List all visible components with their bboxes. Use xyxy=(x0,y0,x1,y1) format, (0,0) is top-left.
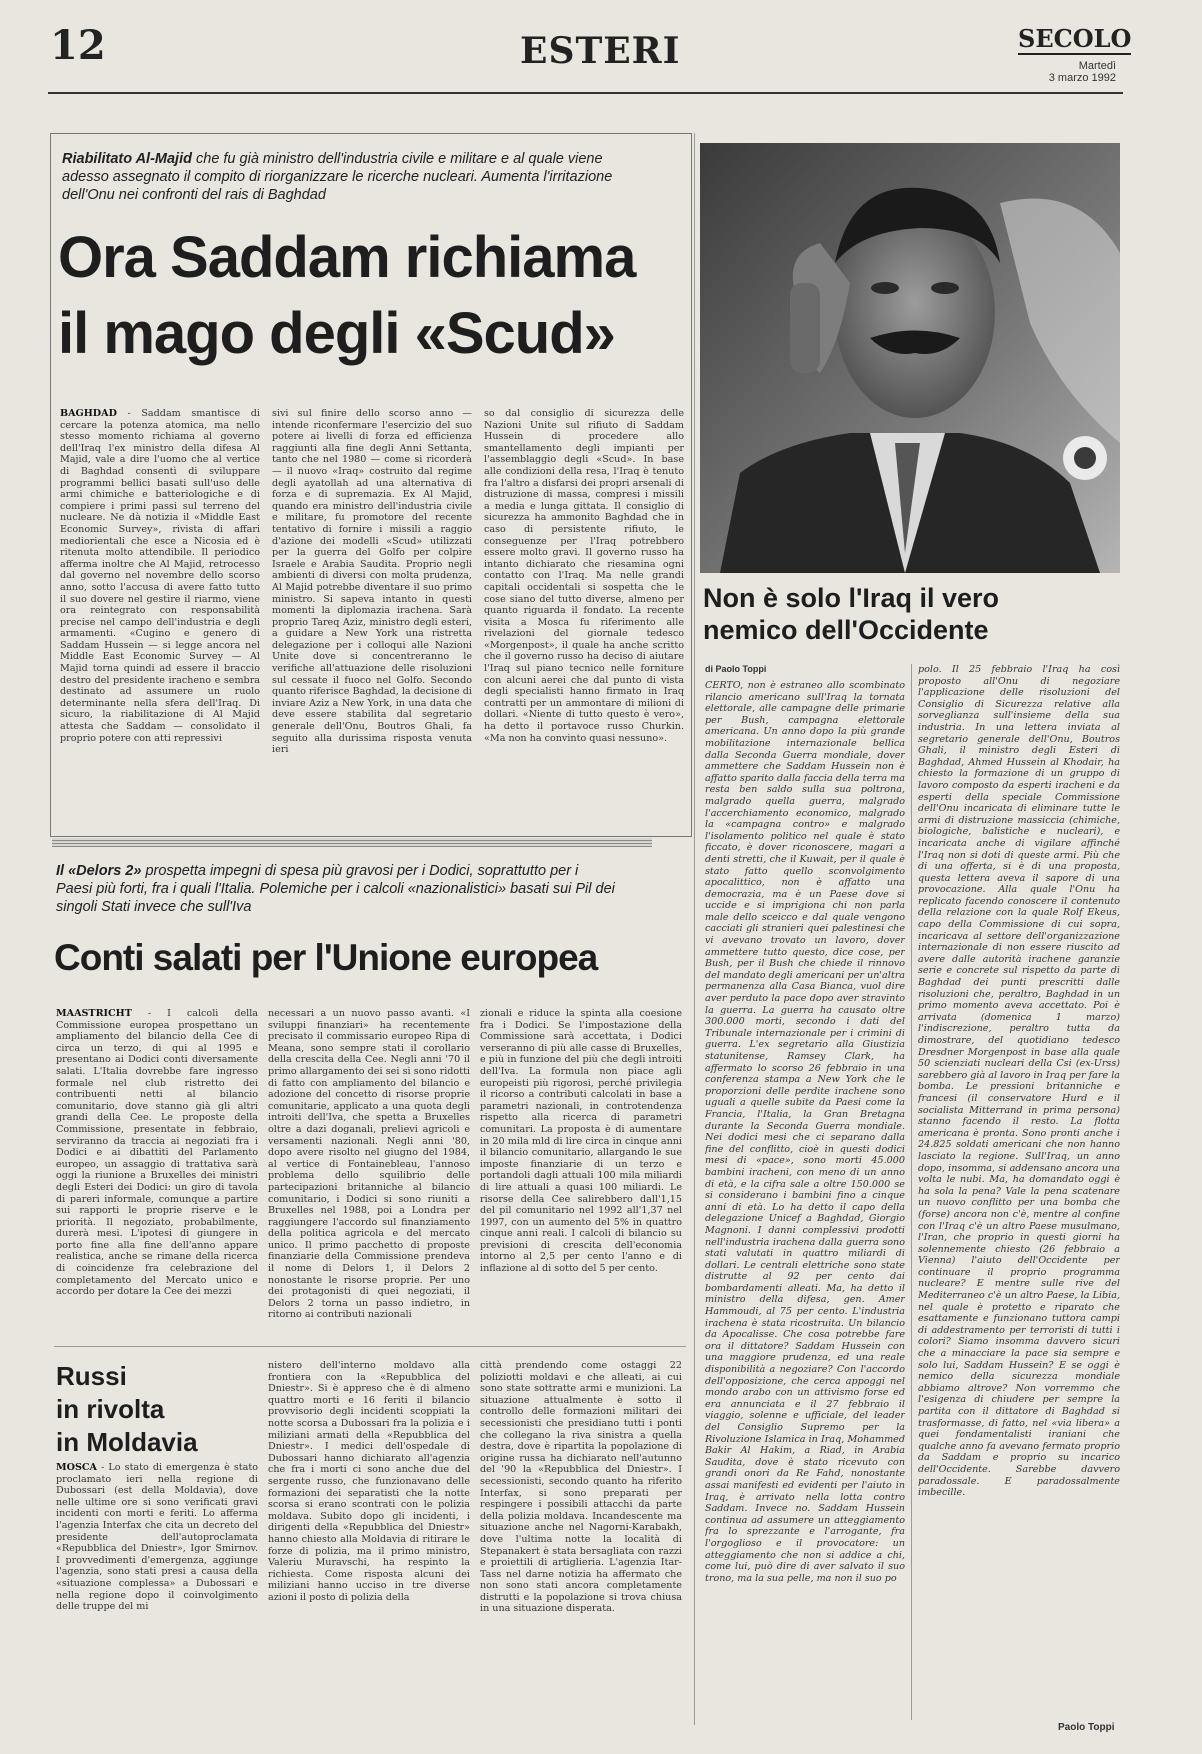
iraq-text-2: polo. Il 25 febbraio l'Iraq ha così proposto all'Onu di negoziare l'applicazione delle risoluzioni del Consiglio di Sicurezza relative alla sorveglianza sull'insieme della sua industria. In una lettera inviata al segretario generale dell'Onu, Boutros Ghali, il ministro degli Esteri di Baghdad, Ahmed Hussein al Khodair, ha chiesto la formazione di un gruppo di lavoro composto da esperti iracheni e da esperti della speciale Commissione dell'Onu incaricata di eliminare tutte le armi di distruzione massiccia (chimiche, biologiche, balistiche e nucleari), e incaricata anche di vigilare affinché l'Iraq non si doti di queste armi. Più che di una offerta, si è di una proposta, questa lettera aveva il sapore di una provocazione. Alla quale l'Onu ha replicato facendo conoscere il contenuto della relazione con la quale Rolf Ekeus, capo della Commissione di cui sopra, incaricava al settore dell'organizzazione internazionale di non essere riuscito ad avere dalle autorità irachene garanzie serie e concrete sul rispetto da parte di Baghdad dei punti prescritti dalle risoluzioni che, peraltro, Baghdad in un primo momento aveva accettato. Poi è arrivata (domenica 1 marzo) l'indiscrezione, peraltro tutta da dimostrare, del quotidiano tedesco Dresdner Morgenpost in base alla quale 50 scienziati nucleari della Csi (ex-Urss) sarebbero già al lavoro in Iraq per fare la bomba. Le pressioni britanniche e francesi (il conservatore Hurd e il socialista Mitterrand in prima persona) stanno facendo il resto. La flotta americana è pronta. Sono pronti anche i 24.825 soldati americani che non hanno lasciato la regione. Sull'Iraq, un anno dopo, insomma, si addensano ancora una volta le nubi. Ma, ha domandato oggi è ha sola la pena? Vale la pena scatenare un nuovo conflitto per una bomba che (forse) ancora non c'è, mentre al confine con l'Iraq c'è un altro Paese musulmano, l'Iran, che proprio in questi giorni ha solennemente chiesto (26 febbraio a Vienna) l'aiuto dell'Occidente per continuare il proprio programma nucleare? E mentre sulle rive del Mediterraneo c'è un altro Paese, la Libia, nel quale è protetto e riparato che esattamente e funzionano tuttora campi di addestramento per terroristi di tutti i colori? Siamo insomma davvero sicuri che a minacciare la pace sia sempre e solo lui, Saddam Hussein? E se oggi è nemico della sicurezza mondiale abbiamo altrove? Non vorremmo che l'esigenza di chiudere per sempre la partita con il dittatore di Baghdad si trasformasse, di fatto, nel «via libera» a quei fondamentalisti iraniani che qualche anno fa avevano fermato proprio da Saddam e proprio su incarico dell'Occidente. Sarebbe davvero paradossale. E paradossalmente imbecille. xyxy=(918,664,1120,1499)
moldova-headline xyxy=(56,1360,256,1459)
europe-kicker xyxy=(56,862,616,916)
moldova-text-2: nistero dell'interno moldavo alla frontiera con la «Repubblica del Dniestr». Si è appreso che è di almeno quattro morti e 16 feriti il bilancio provvisorio degli incidenti scoppiati la notte scorsa a Dubossari fra la polizia e i miliziani armati della «Repubblica del Dniestr». I medici dell'ospedale di Dubossari hanno dichiarato all'agenzia che fra i morti ci sono anche due del sergente russo, che funzionavano delle formazioni dei separatisti che la notte scorsa si erano scontrati con le polizia moldava. Subito dopo gli incidenti, i dirigenti della «Repubblica del Dniestr» hanno chiesto alla Moldavia di ritirare le forze di polizia, ma il primo ministro, Valeriu Muravschi, ha respinto la richiesta. Come risposta alcuni dei miliziani hanno ucciso in tre diverse azioni il posto di polizia della xyxy=(268,1360,470,1603)
moldova-text-1: - Lo stato di emergenza è stato proclamato ieri nella regione di Dubossari (est della Moldavia), dove nelle ultime ore si sono verificati gravi incidenti con morti e feriti. Lo afferma l'agenzia Interfax che cita un decreto del presidente dell'autoproclamata «Repubblica del Dniestr», Igor Smirnov. I provvedimenti d'emergenza, aggiunge l'agenzia, sono stati presi a causa della «situazione complessa» a Dubossari e nella regione dopo il coinvolgimento delle truppe del mi xyxy=(56,1462,258,1613)
iraq-col-2 xyxy=(918,664,1120,1720)
iraq-col-1 xyxy=(705,680,905,1720)
saddam-dateline: BAGHDAD xyxy=(60,408,117,419)
saddam-kicker xyxy=(62,150,622,204)
moldova-text-3: città prendendo come ostaggi 22 poliziotti moldavi e che alleati, ai cui sono state sottratte armi e munizioni. La situazione attualmente è sotto il controllo delle formazioni militari dei secessionisti che presidiano tutti i ponti che collegano la riva sinistra a quella destra, dove è ripartita la popolazione di origine russa ha dichiarato nell'autunno del '90 la «Repubblica del Dniestr». I secessionisti, secondo quanto ha riferito Interfax, si sono preparati per respingere i possibili attacchi da parte della polizia moldava. Incandescente ma situazione anche nel Nagorni-Karabakh, dove l'ultima notte la località di Stepanakert è stata bersagliata con razzi e proiettili di artiglieria. L'agenzia Itar-Tass nel darne notizia ha affermato che non sono stati ancora completamente distrutti e la popolazione si trova chiusa in una situazione disperata. xyxy=(480,1360,682,1615)
saddam-headline-line2: il mago degli «Scud» xyxy=(58,301,615,366)
masthead-logo: SECOLO xyxy=(1018,24,1132,53)
iraq-headline-line2: nemico dell'Occidente xyxy=(703,615,989,645)
moldova-col-3 xyxy=(480,1360,682,1720)
section-title: ESTERI xyxy=(520,30,681,72)
saddam-headline xyxy=(58,220,688,372)
europe-headline: Conti salati per l'Unione europea xyxy=(54,937,598,978)
moldova-headline-line1: Russi xyxy=(56,1361,127,1391)
europe-dateline: MAASTRICHT xyxy=(56,1008,132,1019)
iraq-byline: di Paolo Toppi xyxy=(705,664,767,674)
europe-bottom-rule xyxy=(54,1346,686,1347)
europe-text-1: - I calcoli della Commissione europea prospettano un ampliamento del bilancio della Cee di circa un terzo, di qui al 1995 e presentano ai Dodici conti diversamente salati. L'Italia dovrebbe fare ingresso formale nel club ristretto dei contribuenti netti al bilancio comunitario, dove stanno già gli altri grandi della Cee. Le proposte della Commissione, presentate in febbraio, serviranno da traccia ai negoziati fra i Dodici e ai dibattiti del Parlamento europeo, un assaggio di trattativa sarà oggi la riunione a Bruxelles dei ministri degli Esteri dei Dodici: un giro di tavola di pareri informale, comunque a partire sui rapporti le proprie riserve e le priorità. Il negoziato, probabilmente, durerà mesi. L'ipotesi di giungere in porto fine alla fine dell'anno appare realistica, anche se rimane della ricerca di coincidenze fra celebrazione del completamento del Mercato unico e accordo per dotare la Cee dei mezzi xyxy=(56,1008,258,1298)
moldova-headline-line3: in Moldavia xyxy=(56,1427,198,1457)
portrait-image xyxy=(700,143,1120,573)
saddam-col-1 xyxy=(60,408,260,823)
europe-col-3 xyxy=(480,1008,682,1338)
moldova-dateline: MOSCA xyxy=(56,1462,97,1473)
saddam-kicker-rest: che fu già ministro dell'industria civile e militare e al quale viene adesso assegnato il compito di riorganizzare le ricerche nucleari. Aumenta l'irritazione dell'Onu nei confronti del rais di Baghdad xyxy=(62,151,613,203)
header-rule xyxy=(48,92,1123,94)
issue-date xyxy=(1030,60,1116,84)
europe-kicker-rest: prospetta impegni di spesa più gravosi per i Dodici, soprattutto per i Paesi più forti, fra i quali l'Italia. Polemiche per i calcoli «nazionalistici» basati sui Pil dei singoli Stati invece che sull'Iva xyxy=(56,863,615,915)
europe-text-2: necessari a un nuovo passo avanti. «I sviluppi finanziari» ha recentemente precisato il commissario europeo Ripa di Meana, sono sempre stati il corollario della crescita della Cee. Negli anni '70 il primo allargamento dei sei si sono ridotti di fatto con ampliamento del bilancio e adozione del concetto di risorse proprie comunitarie, applicato a una quota degli introiti dell'Iva, che spetta a Bruxelles oltre a dazi doganali, prelievi agricoli e versamenti nazionali. Negli anni '80, dopo avere risolto nel giugno del 1984, al vertice di Fontainebleau, l'annoso problema dello squilibrio delle partecipazioni britanniche al bilancio comunitario, i Dodici si sono riuniti a Bruxelles nel 1988, poi a Londra per raggiungere l'accordo sul finanziamento della politica agricola e del mercato unico. Il primo pacchetto di proposte finanziarie della Commissione prendeva il nome di Delors 1, il Delors 2 nonostante le risorse proprie. Per uno dei protagonisti di quei negoziati, il Delors 2 torna un passo indietro, in ritorno ai contributi nazionali xyxy=(268,1008,470,1321)
issue-day: Martedì xyxy=(1078,60,1116,72)
iraq-text-1: CERTO, non è estraneo allo scombinato rilancio americano sull'Iraq la tornata elettorale, alle campagne delle primarie per Bush, campagna elettorale americana. Un anno dopo la più grande mobilitazione internazionale bellica dalla Seconda Guerra mondiale, dover ammettere che Saddam Hussein non è affatto sparito dalla faccia della terra ma resta ben saldo sulla sua poltrona, malgrado quella guerra, malgrado l'accerchiamento economico, malgrado la «campagna contro» e malgrado l'isolamento politico nel quale è stato ficcato, è dover riconoscere, magari a denti stretti, che il Kuwait, per il quale è stato fatto quello sconvolgimento apocalittico, non è affatto una democrazia, ma è un Paese dove si uccide e si imprigiona chi non parla male dello sceicco e dal quale vengono cacciati gli stranieri quei palestinesi che vi avevano trovato un lavoro, dover ammettere tutto questo, dice cose, per Bush, per il Bush che chiede il rinnovo del mandato degli americani per un'altra permanenza alla Casa Bianca, vuol dire aver perduto la pace dopo aver stravinto la guerra. La guerra ha causato oltre 300.000 morti, secondo i dati del Tribunale internazionale per i crimini di guerra. L'ex segretario alla Giustizia statunitense, Ramsey Clark, ha affermato lo scorso 26 febbraio in una conferenza stampa a New York che le proporzioni delle perdite irachene sono uguali a quelle subite da Paesi come la Francia, l'Italia, la Gran Bretagna durante la Seconda Guerra mondiale. Nei dodici mesi che ci separano dalla fine del conflitto, cioè in questi dodici mesi di «pace», sono morti 45.000 bambini iracheni, con meno di un anno di età, e la cifra sale a oltre 150.000 se si considerano i bambini fino a cinque anni di età. Lo ha detto il capo della delegazione Unicef a Baghdad, Giorgio Magnoni. I danni complessivi prodotti nell'industria irachena dalla guerra sono stati valutati in quattro miliardi di dollari. Le centrali elettriche sono state distrutte al 92 per cento dai bombardamenti alleati. Ma, ha detto il ministro della difesa, gen. Amer Hammoudi, al 75 per cento. L'industria irachena è stata ricostruita. Un bilancio da Apocalisse. Che cosa potrebbe fare ora il dittatore? Saddam Hussein con una maggiore prudenza, ed una reale disponibilità a negoziare? Con l'accordo dell'opposizione, che cerca appoggi nel mondo arabo con un attivismo forse ed era annunciata e il 27 febbraio il viaggio, solenne e ufficiale, del leader del Consiglio Supremo per la Rivoluzione Islamica in Iraq, Mohammed Bakir Al Hakim, a Riad, in Arabia Saudita, dove è stato ricevuto con grandi onori da Re Fahd, nonostante assai manifesti ed evidenti per l'aiuto in Iraq, è arrivato nella lotta contro Saddam. Invece no. Saddam Hussein continua ad assumere un atteggiamento fra lo sprezzante e l'arrogante, fra l'orgoglioso e il provocatore: un atteggiamento che non si addice a chi, come lui, può dire di aver salvato il suo trono, ma la sua pelle, ma non il suo po xyxy=(705,680,905,1584)
saddam-headline-line1: Ora Saddam richiama xyxy=(58,225,636,290)
saddam-photo xyxy=(700,143,1120,573)
saddam-text-1: - Saddam smantisce di cercare la potenza atomica, ma nello stesso momento richiama al governo dell'Iraq l'ex ministro della difesa Al Majid, vale a dire l'uomo che al vertice di Baghdad consentì di sviluppare programmi bellici basati sull'uso delle armi chimiche e batteriologiche e di compiere i primi passi sul terreno del nucleare. Ne dà notizia il «Middle East Economic Survey», rivista di affari mediorientali che esce a Nicosia ed è ritenuta molto attendibile. Il periodico afferma inoltre che Al Majid, retrocesso dal governo nel novembre dello scorso anno, sotto l'accusa di avere fatto tutto il suo dovere nel gestire il riarmo, viene ora reintegrato con responsabilità precise nel campo dell'industria e degli armamenti. «Cugino e genero di Saddam Hussein — si legge ancora nel Middle East Economic Survey — Al Majid torna quindi ad essere il braccio destro del presidente iracheno e sembra destinato ad assumere un ruolo determinante nella sfera dell'Iraq. Di sicuro, la riabilitazione di Al Majid attesta che Saddam — consolidato il proprio potere con atti repressivi xyxy=(60,408,260,744)
saddam-kicker-lead: Riabilitato Al-Majid xyxy=(62,151,192,167)
moldova-col-2 xyxy=(268,1360,470,1720)
europe-col-1 xyxy=(56,1008,258,1338)
footer-signature: Paolo Toppi xyxy=(1058,1722,1115,1733)
moldova-headline-line2: in rivolta xyxy=(56,1394,165,1424)
page-number: 12 xyxy=(50,22,106,69)
saddam-text-2: sivi sul finire dello scorso anno — intende riconfermare l'esercizio del suo potere ai livelli di forza ed efficienza raggiunti alla fine degli Anni Settanta, tanto che nel 1980 — come si ricorderà — il nuovo «Iraq» costruito dal regime degli ayatollah ad una alternativa di forza e di supremazia. Ex Al Majid, quando era ministro dell'industria civile e militare, fu promotore del recente tentativo di fornire i missili a raggio d'azione dei modelli «Scud» utilizzati per la guerra del Golfo per colpire Israele e Arabia Saudita. Proprio negli ambienti di diversi con molta prudenza, Al Majid potrebbe diventare il suo primo ministro. Si sapeva intanto in questi momenti la diplomazia irachena. Sarà proprio Tareq Aziz, ministro degli esteri, a guidare a New York una ristretta delegazione per i colloqui alle Nazioni Unite dove si concentreranno le verifiche all'attuazione delle risoluzioni sul cessate il fuoco nel Golfo. Secondo quanto riferisce Baghdad, la decisione di inviare Aziz a New York, in una data che deve essere stabilita dal segretario generale dell'Onu, Boutros Ghali, fa seguito alla durissima risposta venuta ieri xyxy=(272,408,472,756)
europe-kicker-lead: Il «Delors 2» xyxy=(56,863,142,879)
section-separator xyxy=(52,838,652,847)
europe-col-2 xyxy=(268,1008,470,1338)
moldova-col-1 xyxy=(56,1462,258,1720)
iraq-column-separator xyxy=(911,664,912,1720)
saddam-col-2 xyxy=(272,408,472,823)
right-column-separator xyxy=(694,133,695,1725)
iraq-headline-line1: Non è solo l'Iraq il vero xyxy=(703,583,999,613)
saddam-col-3 xyxy=(484,408,684,823)
europe-text-3: zionali e riduce la spinta alla coesione fra i Dodici. Se l'impostazione della Commissione sarà accettata, i Dodici verseranno di più alle casse di Bruxelles, e più in funzione del più che degli introiti dell'Iva. La formula non piace agli europeisti più rigorosi, perché privilegia il ricorso a contributi calcolati in base a parametri nazionali, in controtendenza rispetto alla ricerca di parametri comunitari. La proposta è di aumentare in 20 mila mld di lire circa in cinque anni il bilancio comunitario, allargando le sue imposte finanziarie di un terzo e portandoli dagli attuali 100 mila miliardi di lire attuali a quasi 100 miliardi. Le risorse della Cee salirebbero dall'1,15 del pil comunitario nel 1992 all'1,37 nel 1997, con un aumento del 5% in quattro cinque anni reali. I calcoli di bilancio su previsioni di crescita dell'economia intorno al 2,5 per cento l'anno e di inflazione al di sotto del 5 per cento. xyxy=(480,1008,682,1275)
issue-date-text: 3 marzo 1992 xyxy=(1048,72,1116,84)
iraq-headline xyxy=(703,582,1123,646)
saddam-text-3: so dal consiglio di sicurezza delle Nazioni Unite sul rifiuto di Saddam Hussein di procedere allo smantellamento degli impianti per l'assemblaggio degli «Scud». In base alle condizioni della resa, l'Iraq è tenuto fra l'altro a disfarsi dei propri arsenali di distruzione di massa, compresi i missili a media e lunga gittata. Il consiglio di sicurezza ha ammonito Baghdad che in caso di persistente rifiuto, le conseguenze per l'Iraq potrebbero essere molto gravi. Il governo russo ha intanto dichiarato che riesamina ogni contatto con l'Iraq. Ma nelle grandi capitali occidentali si sospetta che le cose siano del tutto diverse, almeno per quanto riguarda il fondato. La recente visita a Mosca fu riferimento alle rivelazioni del giornale tedesco «Morgenpost», il quale ha anche scritto che il governo russo ha deciso di aiutare l'Iraq sul piano tecnico nelle forniture con alcuni aerei che dal punto di vista degli specialisti hanno firmato in Iraq contratti per un ammontare di milioni di dollari. «Niente di tutto questo è vero», ha detto il portavoce russo Churkin. «Ma non ha convinto quasi nessuno». xyxy=(484,408,684,744)
